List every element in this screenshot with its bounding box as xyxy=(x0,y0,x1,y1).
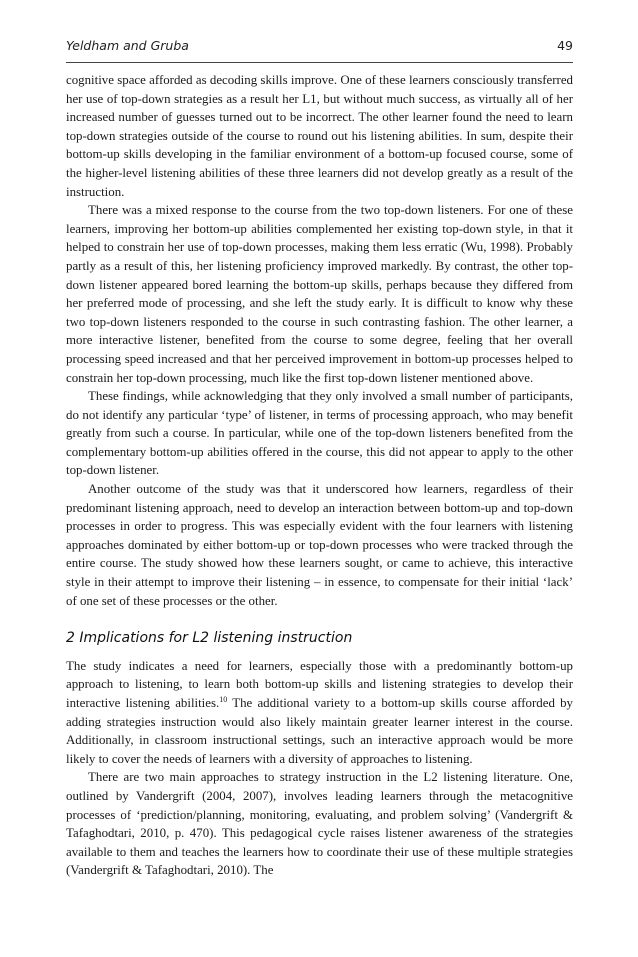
footnote-marker: 10 xyxy=(219,695,228,704)
paragraph: There was a mixed response to the course from the two top-down listeners. For one of these learners, improving her bottom-up abilities complemented her existing top-down style, in that it helped to constrain her use of top-down processes, making them less erratic (Wu, 1998). Probably partly as a result of this, her listening proficiency improved markedly. By contrast, the other top-down listener appeared bored learning the bottom-up skills, perhaps because they differed from her preferred mode of processing, and she left the study early. It is difficult to know why these two top-down listeners responded to the course in such contrasting fashion. The other learner, a more interactive listener, benefited from the course to some degree, feeling that her overall processing speed increased and that her perceived improvement in bottom-up processes helped to constrain her top-down processing, much like the first top-down listener mentioned above. xyxy=(66,203,573,385)
paragraph-text: The study indicates a need for learners, especially those with a predominantly bottom-up approach to listening, to learn both bottom-up skills and listening strategies to develop their interactive listening abilities. xyxy=(66,658,573,710)
paragraph xyxy=(66,657,573,769)
paragraph: Another outcome of the study was that it underscored how learners, regardless of their predominant listening approach, need to develop an interaction between bottom-up and top-down processes in order to progress. This was especially evident with the four learners with listening approaches dominated by either bottom-up or top-down processes who were tracked through the entire course. The study showed how these learners sought, or came to achieve, this interactive style in their attempt to improve their listening – in essence, to compensate for their initial ‘lack’ of one set of these processes or the other. xyxy=(66,482,573,608)
body-text xyxy=(66,71,573,880)
paragraph: There are two main approaches to strategy instruction in the L2 listening literature. One, outlined by Vandergrift (2004, 2007), involves leading learners through the metacognitive processes of ‘prediction/planning, monitoring, evaluating, and problem solving’ (Vandergrift & Tafaghodtari, 2010, p. 470). This pedagogical cycle raises listener awareness of the strategies available to them and teaches the learners how to coordinate their use of these multiple strategies (Vandergrift & Tafaghodtari, 2010). The xyxy=(66,770,573,878)
running-head-authors: Yeldham and Gruba xyxy=(66,38,189,53)
paragraph: cognitive space afforded as decoding skills improve. One of these learners consciously transferred her use of top-down strategies as a result her L1, but without much success, as virtually all of her increased number of guesses turned out to be incorrect. The other learner found the need to learn top-down strategies outside of the course to round out his listening abilities. In sum, despite their bottom-up skills developing in the familiar environment of a bottom-up focused course, some of the higher-level listening abilities of these three learners did not develop greatly as a result of the instruction. xyxy=(66,73,573,199)
header-rule xyxy=(66,62,573,63)
page-number: 49 xyxy=(557,38,573,53)
paragraph-text: The additional variety to a bottom-up skills course afforded by adding strategies instruction would also likely maintain greater learner interest in the course. Additionally, in classroom instructional settings, such an interactive approach would be more likely to cover the needs of learners with a diversity of approaches to listening. xyxy=(66,696,573,766)
section-heading: 2 Implications for L2 listening instruction xyxy=(66,630,353,647)
paragraph: These findings, while acknowledging that they only involved a small number of participants, do not identify any particular ‘type’ of listener, in terms of processing approach, who may benefit greatly from such a course. In particular, while one of the top-down listeners benefited from the complementary bottom-up abilities offered in the course, this did not appear to apply to the other top-down listener. xyxy=(66,389,573,478)
